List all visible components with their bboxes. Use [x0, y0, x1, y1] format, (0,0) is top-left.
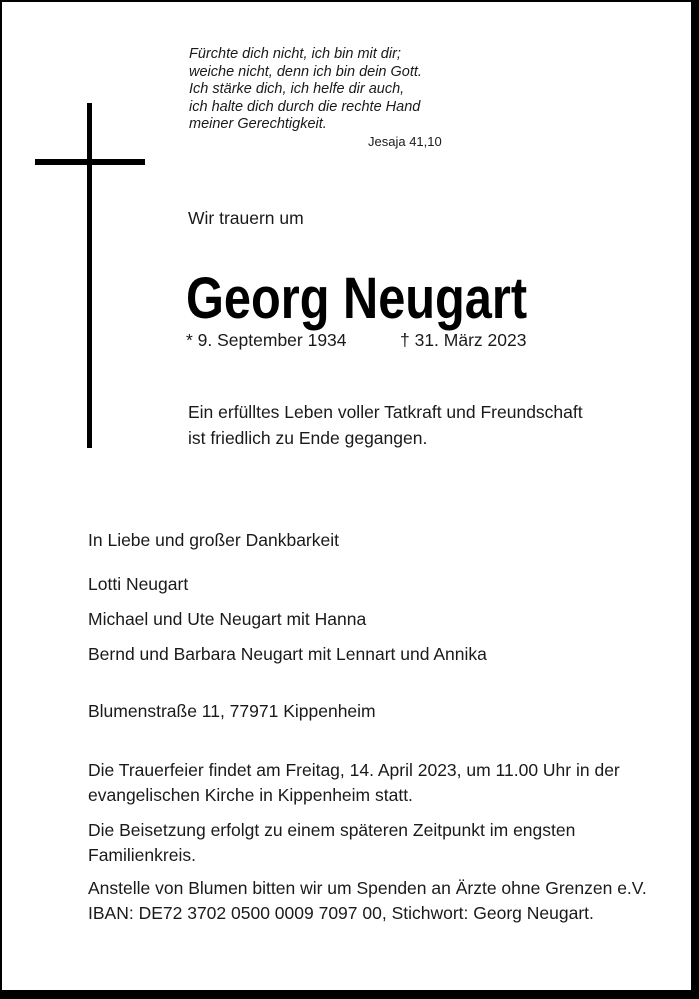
tribute-line: Ein erfülltes Leben voller Tatkraft und Freundschaft	[188, 402, 583, 422]
family-member: Michael und Ute Neugart mit Hanna	[88, 609, 367, 629]
family-member: Bernd und Barbara Neugart mit Lennart und Annika	[88, 644, 487, 664]
burial-announcement	[88, 818, 575, 868]
verse-line: meiner Gerechtigkeit.	[189, 116, 327, 133]
funeral-service-announcement	[88, 758, 620, 808]
family-member: Lotti Neugart	[88, 574, 189, 594]
verse-line: Ich stärke dich, ich helfe dir auch,	[189, 81, 405, 98]
verse-line: ich halte dich durch die rechte Hand	[189, 98, 421, 115]
bible-verse	[189, 46, 422, 134]
verse-line: Fürchte dich nicht, ich bin mit dir;	[189, 46, 401, 62]
deceased-name: Georg Neugart	[186, 266, 528, 331]
announcement-line: evangelischen Kirche in Kippenheim statt.	[88, 785, 413, 805]
birth-date: * 9. September 1934	[186, 330, 347, 350]
cross-vertical-bar	[87, 103, 92, 448]
mourning-intro: Wir trauern um	[188, 208, 304, 228]
announcement-line: IBAN: DE72 3702 0500 0009 7097 00, Stichwort: Georg Neugart.	[88, 903, 594, 923]
verse-reference: Jesaja 41,10	[368, 134, 442, 149]
announcement-line: Die Trauerfeier findet am Freitag, 14. April 2023, um 11.00 Uhr in der	[88, 760, 620, 780]
announcement-line: Familienkreis.	[88, 845, 196, 865]
donation-announcement	[88, 876, 647, 926]
tribute-text	[188, 399, 583, 451]
life-dates	[186, 330, 616, 351]
death-date: † 31. März 2023	[400, 330, 527, 350]
family-heading: In Liebe und großer Dankbarkeit	[88, 530, 339, 550]
cross-horizontal-bar	[35, 159, 145, 165]
announcement-line: Die Beisetzung erfolgt zu einem späteren Zeitpunkt im engsten	[88, 820, 576, 840]
verse-line: weiche nicht, denn ich bin dein Gott.	[189, 63, 422, 80]
announcement-line: Anstelle von Blumen bitten wir um Spenden an Ärzte ohne Grenzen e.V.	[88, 878, 647, 898]
family-address: Blumenstraße 11, 77971 Kippenheim	[88, 701, 376, 721]
tribute-line: ist friedlich zu Ende gegangen.	[188, 428, 428, 448]
